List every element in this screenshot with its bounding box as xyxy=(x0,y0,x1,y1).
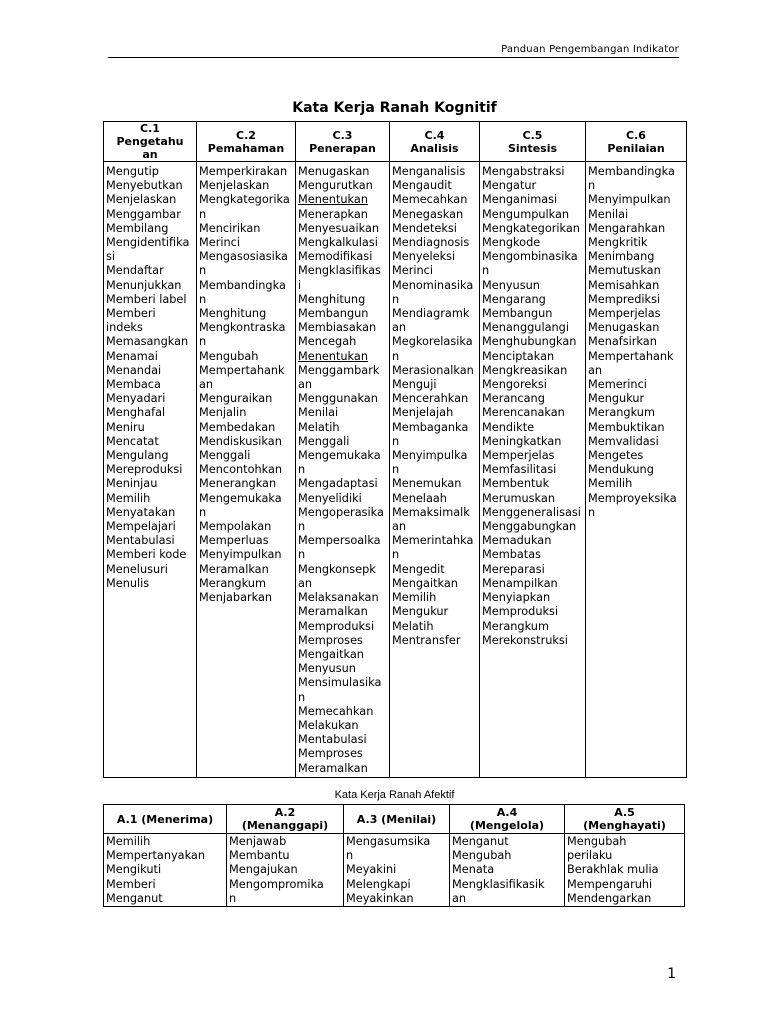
verb-item: Merinci xyxy=(392,264,433,278)
verb-item: Mencegah xyxy=(298,335,357,349)
verb-item: an xyxy=(199,378,214,392)
verb-item: Mengedit xyxy=(392,562,445,576)
kognitif-word-list xyxy=(296,162,390,778)
verb-item: Mendeteksi xyxy=(392,221,457,235)
verb-item: Menamai xyxy=(106,349,158,363)
verb-item: Memaksimalk xyxy=(392,505,470,519)
verb-item: n xyxy=(199,264,207,278)
kognitif-table xyxy=(103,121,687,778)
verb-item: Menunjukkan xyxy=(106,278,182,292)
verb-item: Meninjau xyxy=(106,477,158,491)
verb-item: Menjelaskan xyxy=(106,193,177,207)
verb-item: Memproduksi xyxy=(482,605,559,619)
verb-item: Mencirikan xyxy=(199,221,261,235)
verb-item: Membentuk xyxy=(482,477,550,491)
verb-item: Menggabungkan xyxy=(482,520,577,534)
afektif-word-list xyxy=(565,834,685,907)
verb-item: Menganalisis xyxy=(392,165,466,178)
verb-item: n xyxy=(392,349,400,363)
verb-item: Mendikte xyxy=(482,420,535,434)
kognitif-col-header: C.1 Pengetahu an xyxy=(104,122,197,162)
verb-item: Membiasakan xyxy=(298,321,377,335)
verb-item: Memberi kode xyxy=(106,548,187,562)
verb-item: Mempengaruhi xyxy=(567,877,653,891)
verb-item: Menganut xyxy=(106,891,163,905)
verb-item: Menelaah xyxy=(392,491,447,505)
verb-item: Meramalkan xyxy=(199,562,269,576)
verb-item: an xyxy=(392,321,407,335)
verb-item: n xyxy=(346,849,354,863)
verb-item: n xyxy=(229,891,237,905)
verb-item: Mengukur xyxy=(392,605,449,619)
verb-item: Menjelaskan xyxy=(199,179,270,193)
verb-item: Menguraikan xyxy=(199,392,273,406)
kognitif-col-header: C.4 Analisis xyxy=(390,122,480,162)
verb-item: Menggeneralisasi xyxy=(482,505,581,519)
verb-item: Mengkritik xyxy=(588,236,648,250)
verb-item: n xyxy=(298,463,306,477)
verb-item: Menyebutkan xyxy=(106,179,183,193)
verb-item: n xyxy=(298,548,306,562)
verb-item: Merancang xyxy=(482,392,545,406)
verb-item: Mengubah xyxy=(567,835,627,848)
verb-item: Menilai xyxy=(588,207,629,221)
verb-item: Membandingka xyxy=(588,165,675,178)
verb-item: Mengutip xyxy=(106,165,159,178)
verb-item: Menyimpulkan xyxy=(588,193,671,207)
verb-item: Mengkonsepk xyxy=(298,562,376,576)
verb-item: n xyxy=(199,505,207,519)
verb-item: Mengukur xyxy=(588,392,645,406)
verb-item: Menentukan xyxy=(298,193,368,207)
verb-item: Mengkategorikan xyxy=(482,221,580,235)
kognitif-word-list xyxy=(197,162,296,778)
verb-item: Mengklasifikas xyxy=(298,264,381,278)
verb-item: Memasangkan xyxy=(106,335,189,349)
verb-item: Mengabstraksi xyxy=(482,165,565,178)
verb-item: n xyxy=(298,520,306,534)
verb-item: Meniru xyxy=(106,420,145,434)
verb-item: Menata xyxy=(452,863,495,877)
verb-item: Merinci xyxy=(199,236,240,250)
verb-item: Mengubah xyxy=(452,849,512,863)
verb-item: Memperjelas xyxy=(482,449,555,463)
afektif-header-row xyxy=(104,805,685,834)
kognitif-word-list xyxy=(390,162,480,778)
verb-item: Menganut xyxy=(452,835,509,848)
verb-item: Memproyeksika xyxy=(588,491,677,505)
afektif-col-header: A.1 (Menerima) xyxy=(104,805,227,834)
verb-item: Mengkalkulasi xyxy=(298,236,378,250)
verb-item: Mereproduksi xyxy=(106,463,183,477)
verb-item: Memilih xyxy=(106,491,151,505)
verb-item: Mendiagramk xyxy=(392,307,470,321)
verb-item: Mempersoalka xyxy=(298,534,381,548)
verb-item: indeks xyxy=(106,321,143,335)
verb-item: Menugaskan xyxy=(298,165,370,178)
verb-item: Menegaskan xyxy=(392,207,464,221)
kognitif-col-header: C.2 Pemahaman xyxy=(197,122,296,162)
verb-item: Mengatur xyxy=(482,179,537,193)
verb-item: Menghitung xyxy=(199,307,267,321)
afektif-word-list xyxy=(104,834,227,907)
verb-item: Menganimasi xyxy=(482,193,558,207)
verb-item: Mengetes xyxy=(588,449,644,463)
verb-item: n xyxy=(392,463,400,477)
verb-item: Mengumpulkan xyxy=(482,207,570,221)
afektif-words-row xyxy=(104,834,685,907)
verb-item: Mengompromika xyxy=(229,877,324,891)
verb-item: Menilai xyxy=(298,406,339,420)
verb-item: Menentukan xyxy=(298,349,368,363)
verb-item: Mendiagnosis xyxy=(392,236,470,250)
verb-item: n xyxy=(392,548,400,562)
verb-item: Menggali xyxy=(199,449,251,463)
verb-item: Mencatat xyxy=(106,434,159,448)
verb-item: Menjelajah xyxy=(392,406,454,420)
verb-item: Menghitung xyxy=(298,292,366,306)
verb-item: Memproduksi xyxy=(298,619,375,633)
verb-item: Menerangkan xyxy=(199,477,277,491)
verb-item: Menjabarkan xyxy=(199,591,273,605)
verb-item: n xyxy=(588,179,596,193)
verb-item: Mengasosiasika xyxy=(199,250,288,264)
verb-item: Melatih xyxy=(298,420,340,434)
verb-item: Megkorelasika xyxy=(392,335,473,349)
verb-item: Merasionalkan xyxy=(392,363,474,377)
afektif-table xyxy=(103,804,685,907)
kognitif-word-list xyxy=(104,162,197,778)
verb-item: Menyimpulka xyxy=(392,449,468,463)
verb-item: n xyxy=(392,292,400,306)
verb-item: Menyusun xyxy=(298,662,356,676)
verb-item: Memperjelas xyxy=(588,307,661,321)
verb-item: Menulis xyxy=(106,576,150,590)
verb-item: Menimbang xyxy=(588,250,655,264)
verb-item: Mengarang xyxy=(482,292,546,306)
afektif-word-list xyxy=(344,834,450,907)
verb-item: Menyeleksi xyxy=(392,250,456,264)
afektif-col-header: A.4 (Mengelola) xyxy=(450,805,565,834)
verb-item: Merangkum xyxy=(482,619,549,633)
verb-item: Memilih xyxy=(588,477,633,491)
verb-item: n xyxy=(298,690,306,704)
page-number: 1 xyxy=(667,966,676,982)
verb-item: Mengajukan xyxy=(229,863,298,877)
afektif-col-header: A.3 (Menilai) xyxy=(344,805,450,834)
verb-item: Membatas xyxy=(482,548,542,562)
verb-item: Meyakini xyxy=(346,863,397,877)
verb-item: Menyadari xyxy=(106,392,166,406)
verb-item: i xyxy=(298,278,302,292)
verb-item: Menominasika xyxy=(392,278,474,292)
verb-item: Merekonstruksi xyxy=(482,633,568,647)
verb-item: Merumuskan xyxy=(482,491,555,505)
verb-item: Memprediksi xyxy=(588,292,661,306)
verb-item: n xyxy=(199,335,207,349)
verb-item: Memecahkan xyxy=(298,704,374,718)
kognitif-col-header: C.3 Penerapan xyxy=(296,122,390,162)
verb-item: si xyxy=(106,250,116,264)
verb-item: Memerintahka xyxy=(392,534,474,548)
verb-item: Menampilkan xyxy=(482,576,558,590)
verb-item: Merencanakan xyxy=(482,406,565,420)
verb-item: an xyxy=(452,891,467,905)
verb-item: Memvalidasi xyxy=(588,434,659,448)
verb-item: Mengurutkan xyxy=(298,179,373,193)
verb-item: an xyxy=(588,363,603,377)
verb-item: Mendiskusikan xyxy=(199,434,282,448)
verb-item: Menyelidiki xyxy=(298,491,362,505)
verb-item: Meramalkan xyxy=(298,605,368,619)
verb-item: Mengasumsika xyxy=(346,835,431,848)
verb-item: Mendukung xyxy=(588,463,654,477)
verb-item: Menghafal xyxy=(106,406,166,420)
verb-item: Memerinci xyxy=(588,378,647,392)
kognitif-col-header: C.5 Sintesis xyxy=(480,122,586,162)
verb-item: Menanggulangi xyxy=(482,321,569,335)
verb-item: Menyatakan xyxy=(106,505,176,519)
verb-item: Melakukan xyxy=(298,718,359,732)
verb-item: an xyxy=(298,576,313,590)
verb-item: Membedakan xyxy=(199,420,276,434)
verb-item: Mempelajari xyxy=(106,520,176,534)
verb-item: Mengoreksi xyxy=(482,378,547,392)
verb-item: n xyxy=(199,292,207,306)
verb-item: Mempertanyakan xyxy=(106,849,206,863)
verb-item: Mengikuti xyxy=(106,863,162,877)
verb-item: Melengkapi xyxy=(346,877,411,891)
header-rule xyxy=(108,57,679,58)
verb-item: Memfasilitasi xyxy=(482,463,557,477)
verb-item: Membaganka xyxy=(392,420,469,434)
verb-item: Menggambark xyxy=(298,363,380,377)
afektif-col-header: A.2 (Menanggapi) xyxy=(227,805,344,834)
verb-item: perilaku xyxy=(567,849,613,863)
verb-item: Mengadaptasi xyxy=(298,477,378,491)
verb-item: Menafsirkan xyxy=(588,335,657,349)
verb-item: Menugaskan xyxy=(588,321,660,335)
verb-item: Mengkode xyxy=(482,236,541,250)
running-header: Panduan Pengembangan Indikator xyxy=(501,44,679,55)
verb-item: Merangkum xyxy=(588,406,655,420)
kognitif-words-row xyxy=(104,162,687,778)
verb-item: Menerapkan xyxy=(298,207,368,221)
verb-item: Menemukan xyxy=(392,477,462,491)
verb-item: n xyxy=(392,434,400,448)
kognitif-word-list xyxy=(586,162,687,778)
verb-item: Memecahkan xyxy=(392,193,468,207)
verb-item: Menelusuri xyxy=(106,562,168,576)
verb-item: Memilih xyxy=(106,835,151,848)
verb-item: Mengaudit xyxy=(392,179,452,193)
verb-item: Mengemukaka xyxy=(298,449,381,463)
verb-item: Mengkreasikan xyxy=(482,363,568,377)
verb-item: n xyxy=(482,264,490,278)
verb-item: n xyxy=(588,505,596,519)
verb-item: Menandai xyxy=(106,363,162,377)
verb-item: Mendengarkan xyxy=(567,891,652,905)
verb-item: Mengklasifikasik xyxy=(452,877,545,891)
verb-item: Mengubah xyxy=(199,349,259,363)
verb-item: Membilang xyxy=(106,221,169,235)
verb-item: Menghubungkan xyxy=(482,335,577,349)
verb-item: Mengoperasika xyxy=(298,505,384,519)
verb-item: Membandingka xyxy=(199,278,286,292)
verb-item: an xyxy=(392,520,407,534)
verb-item: an xyxy=(298,378,313,392)
verb-item: Menyusun xyxy=(482,278,540,292)
verb-item: Menguji xyxy=(392,378,437,392)
verb-item: Mentabulasi xyxy=(298,733,367,747)
verb-item: Merangkum xyxy=(199,576,266,590)
verb-item: Mentransfer xyxy=(392,633,461,647)
verb-item: Membantu xyxy=(229,849,290,863)
verb-item: Memilih xyxy=(392,591,437,605)
verb-item: Mengidentifika xyxy=(106,236,190,250)
verb-item: Menyimpulkan xyxy=(199,548,282,562)
verb-item: Mengkategorika xyxy=(199,193,290,207)
verb-item: Meningkatkan xyxy=(482,434,562,448)
verb-item: Mensimulasika xyxy=(298,676,382,690)
verb-item: Memadukan xyxy=(482,534,552,548)
verb-item: Mengaitkan xyxy=(392,576,458,590)
verb-item: Mengaitkan xyxy=(298,647,364,661)
verb-item: Membuktikan xyxy=(588,420,665,434)
verb-item: Mencontohkan xyxy=(199,463,283,477)
verb-item: Menciptakan xyxy=(482,349,555,363)
verb-item: Mentabulasi xyxy=(106,534,175,548)
verb-item: Membangun xyxy=(482,307,553,321)
afektif-word-list xyxy=(227,834,344,907)
afektif-word-list xyxy=(450,834,565,907)
verb-item: Mempertahank xyxy=(588,349,674,363)
verb-item: Membangun xyxy=(298,307,369,321)
verb-item: n xyxy=(199,207,207,221)
verb-item: Menyesuaikan xyxy=(298,221,380,235)
verb-item: Memproses xyxy=(298,633,363,647)
verb-item: Meramalkan xyxy=(298,761,368,775)
verb-item: Mengkontraska xyxy=(199,321,286,335)
verb-item: Meyakinkan xyxy=(346,891,414,905)
afektif-col-header: A.5 (Menghayati) xyxy=(565,805,685,834)
verb-item: Menjawab xyxy=(229,835,287,848)
verb-item: Membaca xyxy=(106,378,161,392)
verb-item: Melaksanakan xyxy=(298,591,379,605)
verb-item: Mempertahank xyxy=(199,363,285,377)
verb-item: Mengulang xyxy=(106,449,169,463)
verb-item: Mereparasi xyxy=(482,562,545,576)
kognitif-word-list xyxy=(480,162,586,778)
verb-item: Menyiapkan xyxy=(482,591,551,605)
verb-item: Memberi xyxy=(106,877,156,891)
verb-item: Memberi xyxy=(106,307,156,321)
verb-item: Menjalin xyxy=(199,406,247,420)
verb-item: Memisahkan xyxy=(588,278,660,292)
verb-item: Mengombinasika xyxy=(482,250,578,264)
verb-item: Memodifikasi xyxy=(298,250,373,264)
verb-item: Mempolakan xyxy=(199,520,272,534)
verb-item: Mendaftar xyxy=(106,264,164,278)
verb-item: Memperluas xyxy=(199,534,269,548)
kognitif-col-header: C.6 Penilaian xyxy=(586,122,687,162)
verb-item: Melatih xyxy=(392,619,434,633)
verb-item: Menggali xyxy=(298,434,350,448)
verb-item: Menggunakan xyxy=(298,392,378,406)
verb-item: Mencerahkan xyxy=(392,392,469,406)
afektif-title: Kata Kerja Ranah Afektif xyxy=(334,789,455,801)
kognitif-header-row xyxy=(104,122,687,162)
verb-item: Berakhlak mulia xyxy=(567,863,659,877)
verb-item: Menggambar xyxy=(106,207,181,221)
verb-item: Memutuskan xyxy=(588,264,661,278)
verb-item: Memberi label xyxy=(106,292,187,306)
verb-item: Memperkirakan xyxy=(199,165,288,178)
verb-item: Memproses xyxy=(298,747,363,761)
verb-item: Mengarahkan xyxy=(588,221,666,235)
kognitif-title: Kata Kerja Ranah Kognitif xyxy=(292,100,497,116)
verb-item: Mengemukaka xyxy=(199,491,282,505)
